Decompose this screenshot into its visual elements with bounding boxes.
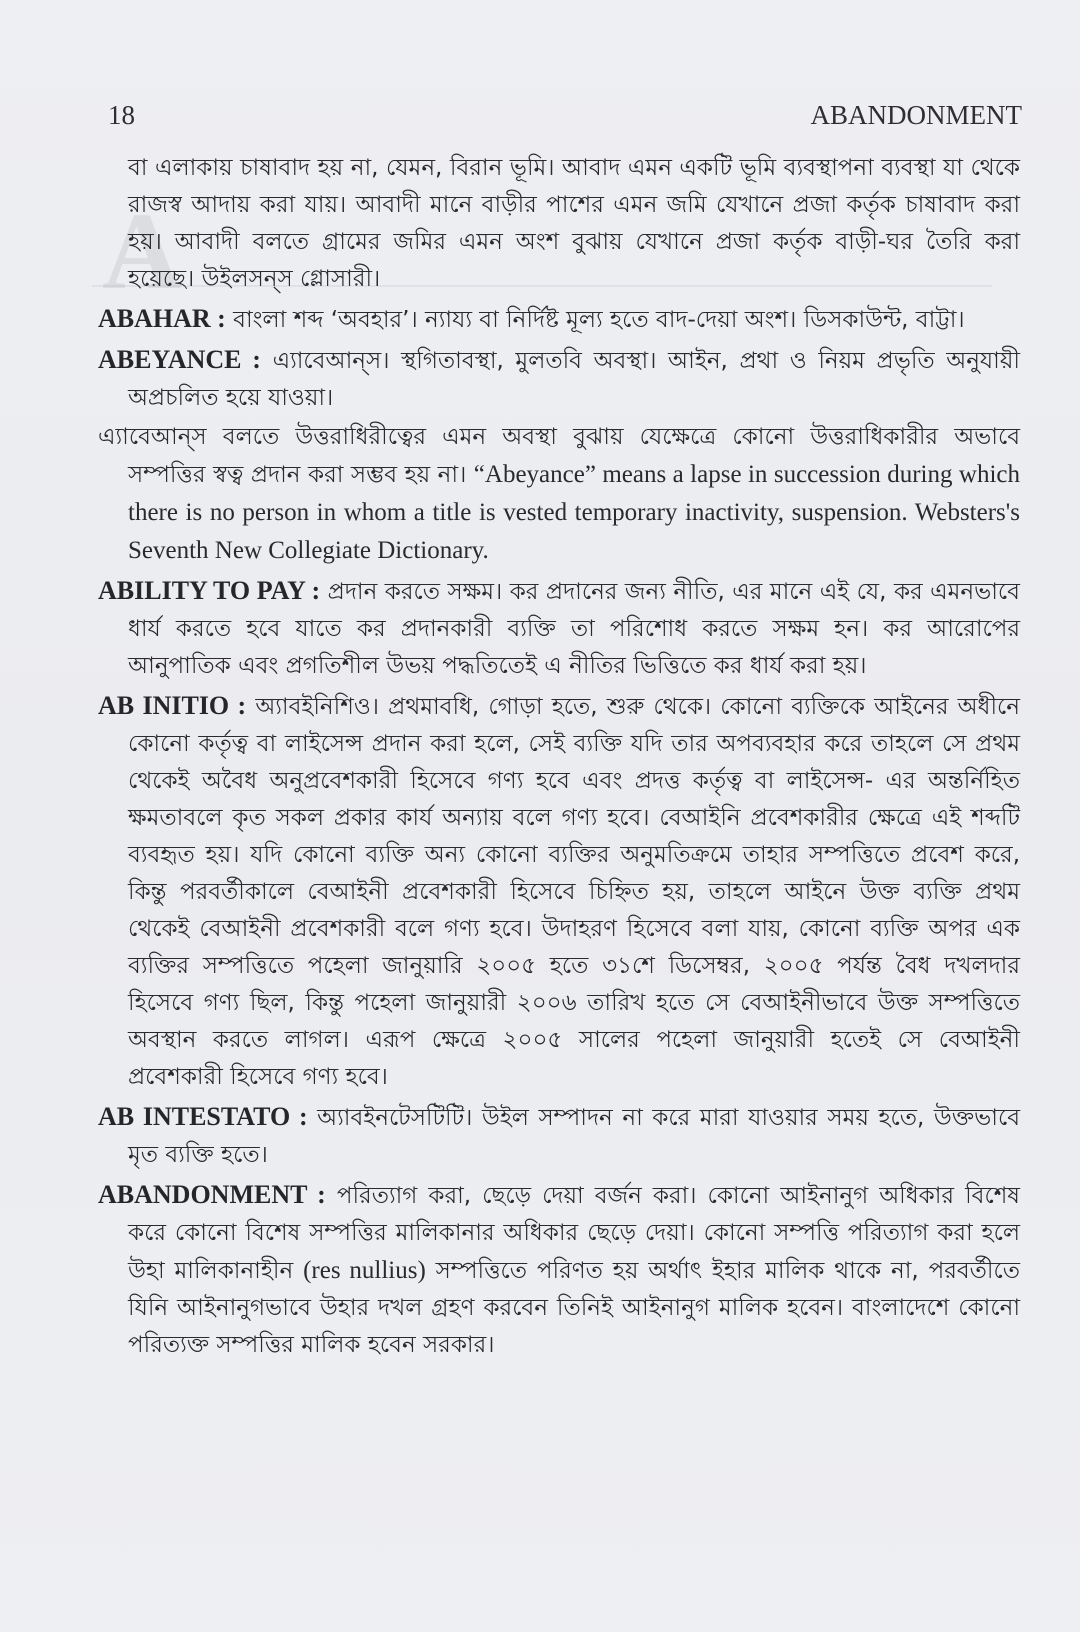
entry-term: AB INTESTATO : (98, 1102, 308, 1131)
entry-definition: অ্যাবইনিশিও। প্রথমাবধি, গোড়া হতে, শুরু থেকে। কোনো ব্যক্তিকে আইনের অধীনে কোনো কর্তৃত্ব বা লাইসেন্স প্রদান করা হলে, সেই ব্যক্তি যদি তার অপব্যবহার করে তাহলে সে প্রথম থেকেই অবৈধ অনুপ্রবেশকারী হিসেবে গণ্য হবে এবং প্রদত্ত কর্তৃত্ব বা লাইসেন্স- এর অন্তর্নিহিত ক্ষমতাবলে কৃত সকল প্রকার কার্য অন্যায় বলে গণ্য হবে। বেআইনি প্রবেশকারীর ক্ষেত্রে এই শব্দটি ব্যবহৃত হয়। যদি কোনো ব্যক্তি অন্য কোনো ব্যক্তির অনুমতিক্রমে তাহার সম্পত্তিতে প্রবেশ করে, কিন্তু পরবর্তীকালে বেআইনী প্রবেশকারী হিসেবে চিহ্নিত হয়, তাহলে আইনে উক্ত ব্যক্তি প্রথম থেকেই বেআইনী প্রবেশকারী বলে গণ্য হবে। উদাহরণ হিসেবে বলা যায়, কোনো ব্যক্তি অপর এক ব্যক্তির সম্পত্তিতে পহেলা জানুয়ারি ২০০৫ হতে ৩১শে ডিসেম্বর, ২০০৫ পর্যন্ত বৈধ দখলদার হিসেবে গণ্য ছিল, কিন্তু পহেলা জানুয়ারী ২০০৬ তারিখ হতে সে বেআইনীভাবে উক্ত সম্পত্তিতে অবস্থান করতে লাগল। এরূপ ক্ষেত্রে ২০০৫ সালের পহেলা জানুয়ারী হতেই সে বেআইনী প্রবেশকারী হিসেবে গণ্য হবে। (128, 694, 1020, 1090)
entry-ab-initio (98, 687, 1020, 1096)
entry-term: ABILITY TO PAY : (98, 576, 321, 605)
entry-abahar (98, 300, 1020, 339)
entry-definition: বাংলা শব্দ ‘অবহার’। ন্যায্য বা নির্দিষ্ট মূল্য হতে বাদ-দেয়া অংশ। ডিসকাউন্ট, বাট্টা। (225, 307, 965, 333)
entry-ability-to-pay (98, 572, 1020, 685)
entry-definition: প্রদান করতে সক্ষম। কর প্রদানের জন্য নীতি, এর মানে এই যে, কর এমনভাবে ধার্য করতে হবে যাতে কর প্রদানকারী ব্যক্তি তা পরিশোধ করতে সক্ষম হন। কর আরোপের আনুপাতিক এবং প্রগতিশীল উভয় পদ্ধতিতেই এ নীতির ভিত্তিতে কর ধার্য করা হয়। (128, 579, 1020, 679)
entry-ab-intestato (98, 1098, 1020, 1174)
page-header (108, 100, 1022, 131)
continuation-paragraph: বা এলাকায় চাষাবাদ হয় না, যেমন, বিরান ভূমি। আবাদ এমন একটি ভূমি ব্যবস্থাপনা ব্যবস্থা যা থেকে রাজস্ব আদায় করা যায়। আবাদী মানে বাড়ীর পাশের এমন জমি যেখানে প্রজা কর্তৃক চাষাবাদ করা হয়। আবাদী বলতে গ্রামের জমির এমন অংশ বুঝায় যেখানে প্রজা কর্তৃক বাড়ী-ঘর তৈরি করা হয়েছে। উইলসন্‌স গ্লোসারী। (128, 155, 1020, 292)
entry-abandonment (98, 1176, 1020, 1364)
entry-abeyance (98, 341, 1020, 417)
entry-definition: অ্যাবইনটেসটিটি। উইল সম্পাদন না করে মারা যাওয়ার সময় হতে, উক্তভাবে মৃত ব্যক্তি হতে। (128, 1105, 1020, 1168)
explanation-english: “Abeyance” means a lapse in succession during which there is no person in whom a title is vested temporary inactivity, suspension. Websters's Seventh New Collegiate Dictionary. (128, 461, 1020, 564)
entry-definition: এ্যাবেআন্‌স। স্থগিতাবস্থা, মুলতবি অবস্থা। আইন, প্রথা ও নিয়ম প্রভৃতি অনুযায়ী অপ্রচলিত হয়ে যাওয়া। (128, 348, 1020, 411)
entry-definition-part1: পরিত্যাগ করা, ছেড়ে দেয়া বর্জন করা। কোনো আইনানুগ অধিকার বিশেষ করে কোনো বিশেষ সম্পত্তির মালিকানার অধিকার ছেড়ে দেয়া। কোনো সম্পত্তি পরিত্যাগ করা হলে উহা মালিকানাহীন (128, 1183, 1020, 1284)
entry-term: ABEYANCE : (98, 345, 261, 374)
abeyance-explanation (98, 419, 1020, 570)
page-body (98, 150, 1020, 1366)
entry-term: AB INITIO : (98, 691, 247, 720)
entry-definition-part2: সম্পত্তিতে পরিণত হয় অর্থাৎ ইহার মালিক থাকে না, পরবর্তীতে যিনি আইনানুগভাবে উহার দখল গ্রহণ করবেন তিনিই আইনানুগ মালিক হবেন। বাংলাদেশে কোনো পরিত্যক্ত সম্পত্তির মালিক হবেন সরকার। (128, 1258, 1020, 1358)
running-title: ABANDONMENT (810, 100, 1022, 130)
latin-phrase: (res nullius) (303, 1257, 426, 1284)
show-through-letter: A (102, 190, 182, 312)
entry-term: ABANDONMENT : (98, 1180, 326, 1209)
explanation-bengali: এ্যাবেআন্‌স বলতে উত্তরাধিরীত্বের এমন অবস্থা বুঝায় যেক্ষেত্রে কোনো উত্তরাধিকারীর অভাবে সম্পত্তির স্বত্ব প্রদান করা সম্ভব হয় না। (98, 424, 1020, 488)
entry-term: ABAHAR : (98, 304, 226, 333)
page-number: 18 (108, 100, 135, 130)
